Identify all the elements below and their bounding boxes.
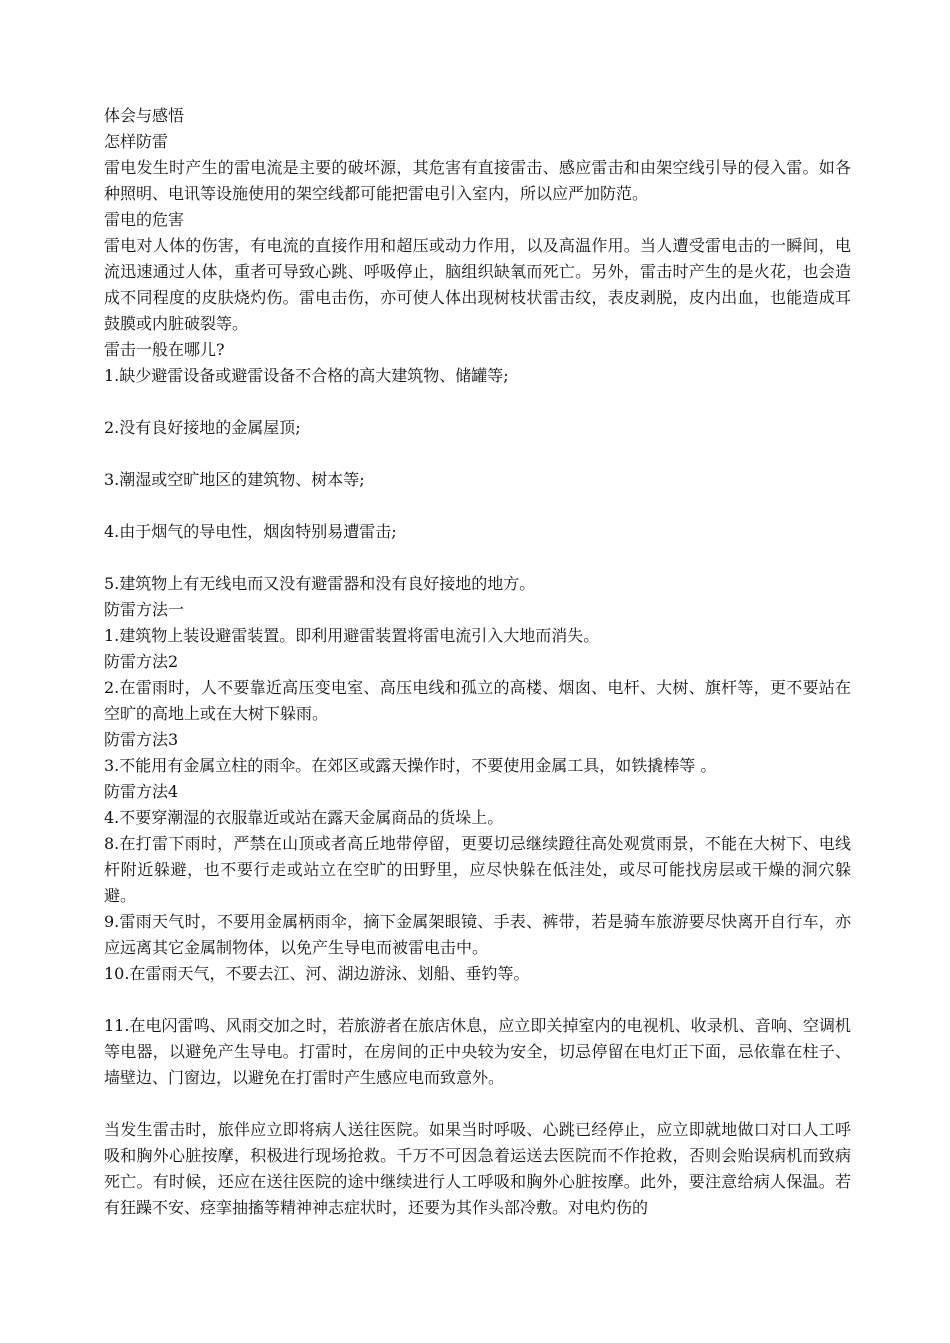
paragraph-harm: 雷电对人体的伤害，有电流的直接作用和超压或动力作用，以及高温作用。当人遭受雷电击的一瞬间，电流迅速通过人体，重者可导致心跳、呼吸停止，脑组织缺氧而死亡。另外，雷击时产生的是火花，也会造成不同程度的皮肤烧灼伤。雷电击伤，亦可使人体出现树枝状雷击纹，表皮剥脱，皮内出血，也能造成耳鼓膜或内脏破裂等。: [104, 236, 851, 333]
section-heading-method-3: 防雷方法3: [104, 730, 179, 749]
blank-line: [104, 493, 851, 519]
section-heading-method-1: 防雷方法一: [104, 600, 185, 619]
section-heading-harm: 雷电的危害: [104, 210, 185, 229]
paragraph-item-8: 8.在打雷下雨时，严禁在山顶或者高丘地带停留，更要切忌继续蹬往高处观赏雨景，不能在大树下、电线杆附近躲避，也不要行走或站立在空旷的田野里，应尽快躲在低洼处，或尽可能找房层或干燥的洞穴躲避。: [104, 834, 851, 905]
document-title: 体会与感悟: [104, 106, 185, 125]
blank-line: [104, 389, 851, 415]
section-heading-method-4: 防雷方法4: [104, 782, 179, 801]
paragraph-item-11: 11.在电闪雷鸣、风雨交加之时，若旅游者在旅店休息，应立即关掉室内的电视机、收录机、音响、空调机等电器，以避免产生导电。打雷时，在房间的正中央较为安全，切忌停留在电灯正下面，忌依靠在柱子、墙壁边、门窗边，以避免在打雷时产生感应电而致意外。: [104, 1016, 851, 1087]
list-item: 5.建筑物上有无线电而又没有避雷器和没有良好接地的地方。: [104, 574, 536, 593]
blank-line: [104, 441, 851, 467]
section-heading-prevent: 怎样防雷: [104, 132, 169, 151]
paragraph-method-3: 3.不能用有金属立柱的雨伞。在郊区或露天操作时，不要使用金属工具，如铁撬棒等 。: [104, 756, 717, 775]
list-item: 1.缺少避雷设备或避雷设备不合格的高大建筑物、储罐等;: [104, 366, 509, 385]
blank-line: [104, 987, 851, 1013]
paragraph-method-2: 2.在雷雨时，人不要靠近高压变电室、高压电线和孤立的高楼、烟囱、电杆、大树、旗杆等，更不要站在空旷的高地上或在大树下躲雨。: [104, 678, 851, 723]
blank-line: [104, 1091, 851, 1117]
paragraph-method-1: 1.建筑物上装设避雷装置。即利用避雷装置将雷电流引入大地而消失。: [104, 626, 600, 645]
section-heading-method-2: 防雷方法2: [104, 652, 179, 671]
list-item: 2.没有良好接地的金属屋顶;: [104, 418, 301, 437]
paragraph-item-9: 9.雷雨天气时，不要用金属柄雨伞，摘下金属架眼镜、手表、裤带，若是骑车旅游要尽快离开自行车，亦应远离其它金属制物体，以免产生导电而被雷电击中。: [104, 912, 851, 957]
paragraph-first-aid: 当发生雷击时，旅伴应立即将病人送往医院。如果当时呼吸、心跳已经停止，应立即就地做口对口人工呼吸和胸外心脏按摩，积极进行现场抢救。千万不可因急着运送去医院而不作抢救，否则会贻误病机而致病 死亡。有时候，还应在送往医院的途中继续进行人工呼吸和胸外心脏按摩。此外，要注意给病人保温。若有狂躁不安、痉挛抽搐等精神神志症状时，还要为其作头部冷敷。对电灼伤的: [104, 1120, 851, 1217]
document-page: [104, 103, 851, 1221]
section-heading-where: 雷击一般在哪儿?: [104, 340, 225, 359]
paragraph-item-10: 10.在雷雨天气，不要去江、河、湖边游泳、划船、垂钓等。: [104, 964, 530, 983]
blank-line: [104, 545, 851, 571]
paragraph-method-4: 4.不要穿潮湿的衣服靠近或站在露天金属商品的货垛上。: [104, 808, 504, 827]
list-item: 3.潮湿或空旷地区的建筑物、树本等;: [104, 470, 365, 489]
paragraph-prevent: 雷电发生时产生的雷电流是主要的破坏源，其危害有直接雷击、感应雷击和由架空线引导的侵入雷。如各种照明、电讯等设施使用的架空线都可能把雷电引入室内，所以应严加防范。: [104, 158, 851, 203]
list-item: 4.由于烟气的导电性，烟囱特别易遭雷击;: [104, 522, 397, 541]
